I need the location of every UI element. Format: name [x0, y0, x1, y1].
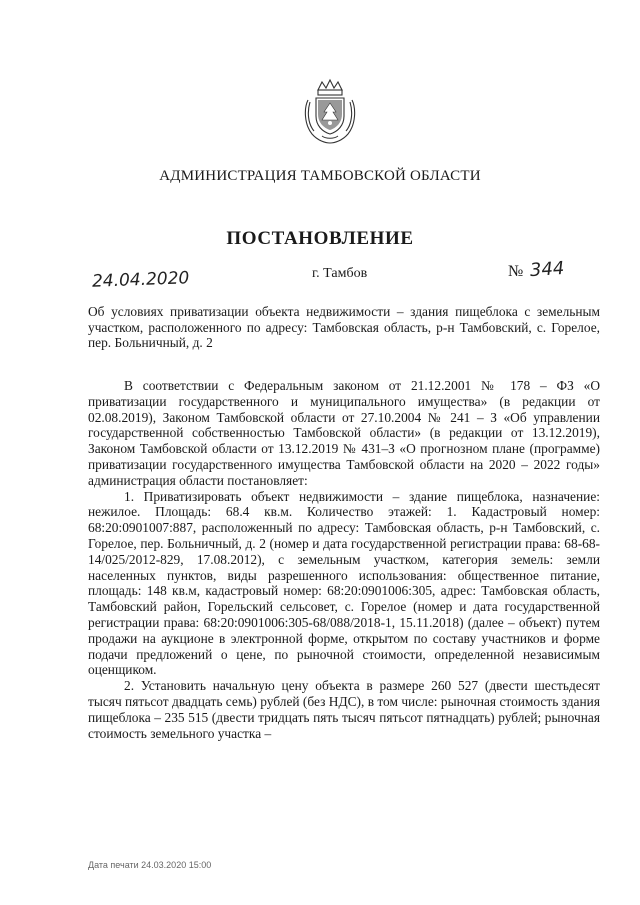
coat-of-arms-emblem — [302, 78, 358, 144]
document-body — [88, 378, 600, 741]
organization-name: АДМИНИСТРАЦИЯ ТАМБОВСКОЙ ОБЛАСТИ — [159, 168, 481, 184]
document-date: 24.04.2020 — [91, 268, 190, 292]
preamble-paragraph: В соответствии с Федеральным законом от 21.12.2001 № 178 – ФЗ «О приватизации государственного и муниципального имущества» (в редакции от 02.08.2019), Законом Тамбовской области от 27.10.2004 № 241 – З «Об управлении государственной собственностью Тамбовской области» (в редакции от 13.12.2019), Законом Тамбовской области от 13.12.2019 № 431–З «О прогнозном плане (программе) приватизации государственного имущества Тамбовской области на 2020 – 2022 годы» администрация области постановляет: — [88, 378, 600, 488]
document-subject: Об условиях приватизации объекта недвижимости – здания пищеблока с земельным участком, расположенного по адресу: Тамбовская область, р-н Тамбовский, с. Горелое, пер. Больничный, д. 2 — [88, 304, 600, 350]
document-number: 344 — [529, 257, 566, 282]
document-city: г. Тамбов — [312, 266, 368, 281]
document-title: ПОСТАНОВЛЕНИЕ — [226, 228, 414, 249]
print-date: Дата печати 24.03.2020 15:00 — [88, 860, 212, 870]
document-number-label: № — [508, 263, 524, 280]
clause-1-paragraph: 1. Приватизировать объект недвижимости – здание пищеблока, назначение: нежилое. Площадь: 68.4 кв.м. Количество этажей: 1. Кадастровый номер: 68:20:0901007:887, расположенный по адресу: Тамбовская область, р-н Тамбовский, с. Горелое, пер. Больничный, д. 2 (номер и дата государственной регистрации права: 68-68-14/025/2012-829, 17.08.2012), с земельным участком, категория земель: земли населенных пунктов, виды разрешенного использования: общественное питание, площадь: 148 кв.м, кадастровый номер: 68:20:0901006:305, адрес: Тамбовская область, Тамбовский район, Горельский сельсовет, с. Горелое (номер и дата государственной регистрации права: 68:20:0901006:305-68/088/2018-1, 15.11.2018) (далее – объект) путем продажи на аукционе в электронной форме, открытом по составу участников и форме подачи предложений о цене, по рыночной стоимости, определенной независимым оценщиком. — [88, 488, 600, 678]
clause-2-paragraph: 2. Установить начальную цену объекта в размере 260 527 (двести шестьдесят тысяч пятьсот двадцать семь) рублей (без НДС), в том числе: рыночная стоимость здания пищеблока – 235 515 (двести тридцать пять тысяч пятьсот пятнадцать) рублей; рыночная стоимость земельного участка – — [88, 678, 600, 741]
